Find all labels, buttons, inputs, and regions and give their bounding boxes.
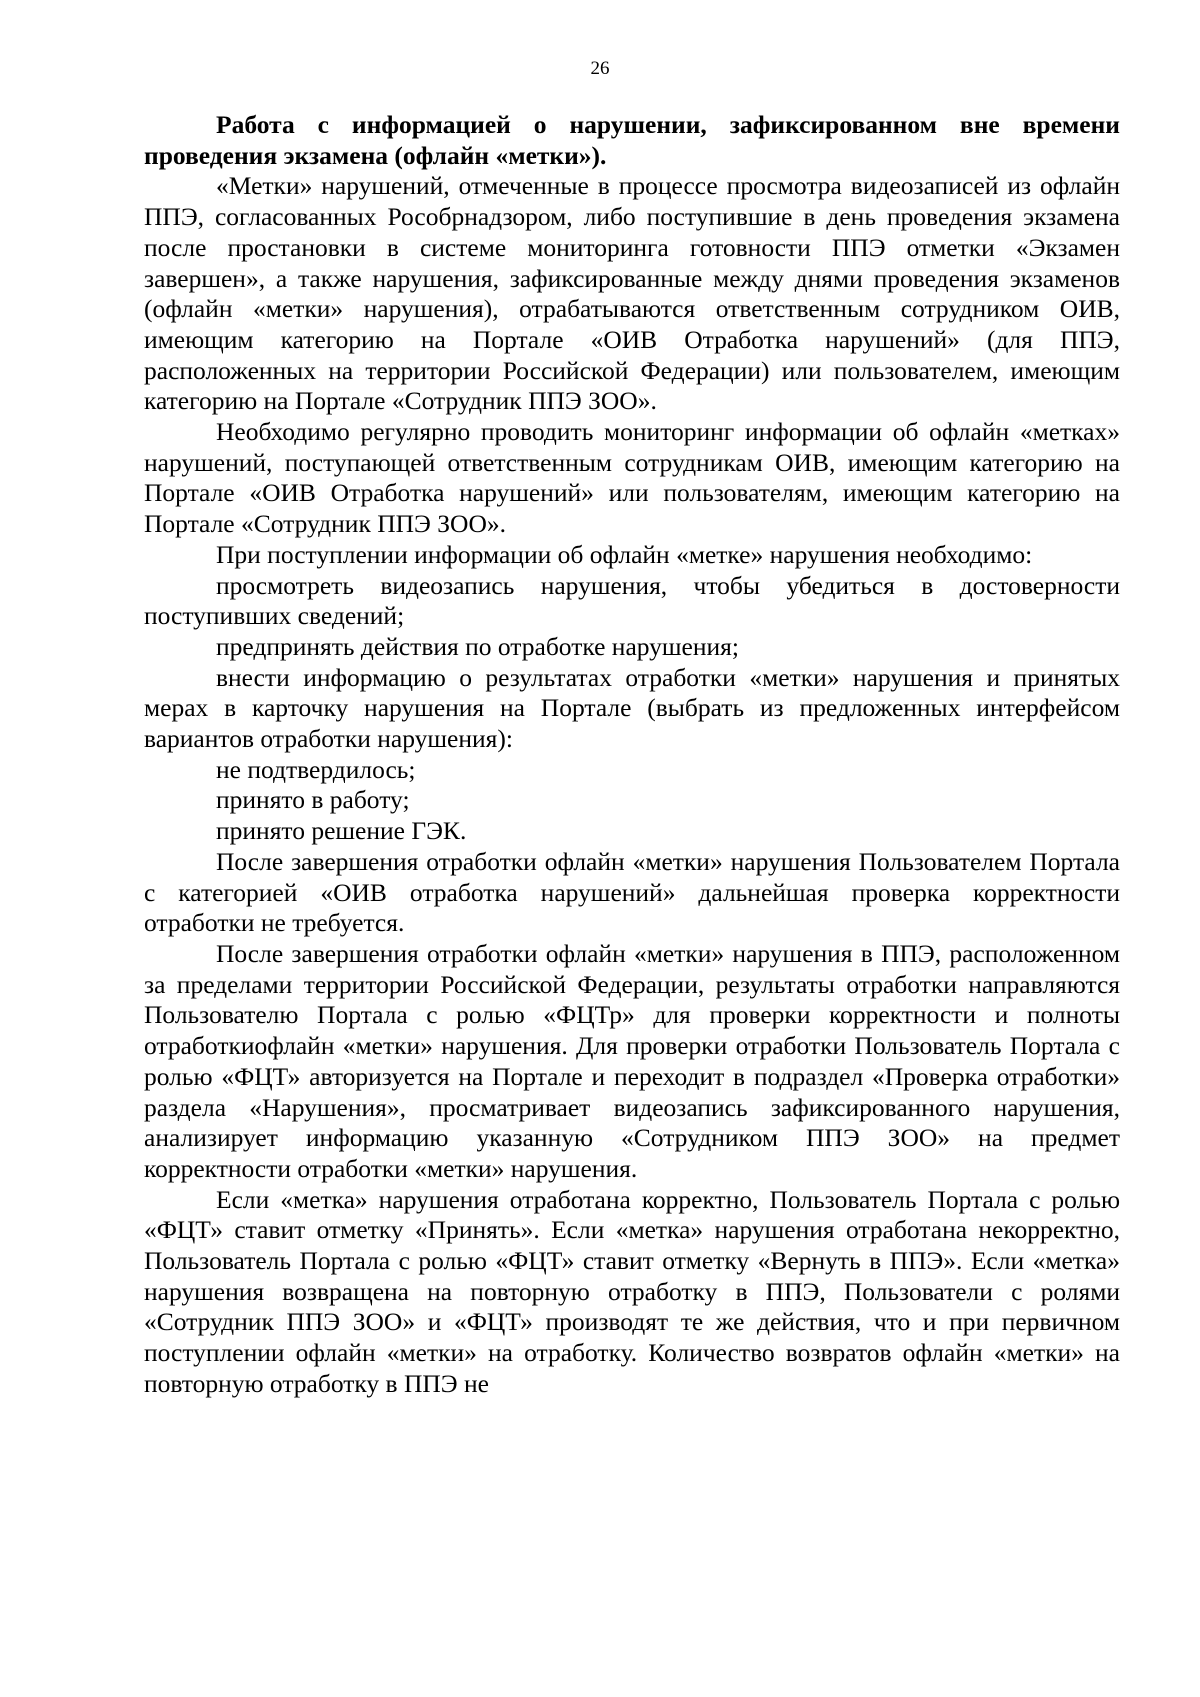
paragraph: При поступлении информации об офлайн «метке» нарушения необходимо: [216, 539, 1033, 569]
list-item: просмотреть видеозапись нарушения, чтобы убедиться в достоверности поступивших сведений; [144, 570, 1120, 631]
page-number: 26 [590, 58, 610, 79]
document-body [144, 110, 1120, 1400]
list-item: принято в работу; [216, 785, 410, 815]
list-item: не подтвердилось; [216, 754, 416, 784]
list-item: предпринять действия по отработке нарушения; [216, 631, 739, 661]
section-heading: Работа с информацией о нарушении, зафиксированном вне времени проведения экзамена (офлайн «метки»). [144, 110, 1120, 170]
paragraph: Если «метка» нарушения отработана корректно, Пользователь Портала с ролью «ФЦТ» ставит отметку «Принять». Если «метка» нарушения отработана некорректно, Пользователь Портала с ролью «ФЦТ» ставит отметку «Вернуть в ППЭ». Если «метка» нарушения возвращена на повторную отработку в ППЭ, Пользователи с ролями «Сотрудник ППЭ ЗОО» и «ФЦТ» производят те же действия, что и при первичном поступлении офлайн «метки» на отработку. Количество возвратов офлайн «метки» на повторную отработку в ППЭ не [144, 1184, 1120, 1398]
list-item: принято решение ГЭК. [216, 816, 467, 846]
list-item: внести информацию о результатах отработки «метки» нарушения и принятых мерах в карточку нарушения на Портале (выбрать из предложенных интерфейсом вариантов отработки нарушения): [144, 662, 1120, 754]
paragraph: Необходимо регулярно проводить мониторинг информации об офлайн «метках» нарушений, поступающей ответственным сотрудникам ОИВ, имеющим категорию на Портале «ОИВ Отработка нарушений» или пользователям, имеющим категорию на Портале «Сотрудник ППЭ ЗОО». [144, 417, 1120, 539]
paragraph: После завершения отработки офлайн «метки» нарушения Пользователем Портала с категорией «ОИВ отработка нарушений» дальнейшая проверка корректности отработки не требуется. [144, 846, 1120, 938]
paragraph: «Метки» нарушений, отмеченные в процессе просмотра видеозаписей из офлайн ППЭ, согласованных Рособрнадзором, либо поступившие в день проведения экзамена после простановки в системе мониторинга готовности ППЭ отметки «Экзамен завершен», а также нарушения, зафиксированные между днями проведения экзаменов (офлайн «метки» нарушения), отрабатываются ответственным сотрудником ОИВ, имеющим категорию на Портале «ОИВ Отработка нарушений» (для ППЭ, расположенных на территории Российской Федерации) или пользователем, имеющим категорию на Портале «Сотрудник ППЭ ЗОО». [144, 171, 1120, 416]
paragraph: После завершения отработки офлайн «метки» нарушения в ППЭ, расположенном за пределами территории Российской Федерации, результаты отработки направляются Пользователю Портала с ролью «ФЦТр» для проверки корректности и полноты отработкиофлайн «метки» нарушения. Для проверки отработки Пользователь Портала с ролью «ФЦТ» авторизуется на Портале и переходит в подраздел «Проверка отработки» раздела «Нарушения», просматривает видеозапись зафиксированного нарушения, анализирует информацию указанную «Сотрудником ППЭ ЗОО» на предмет корректности отработки «метки» нарушения. [144, 938, 1120, 1183]
